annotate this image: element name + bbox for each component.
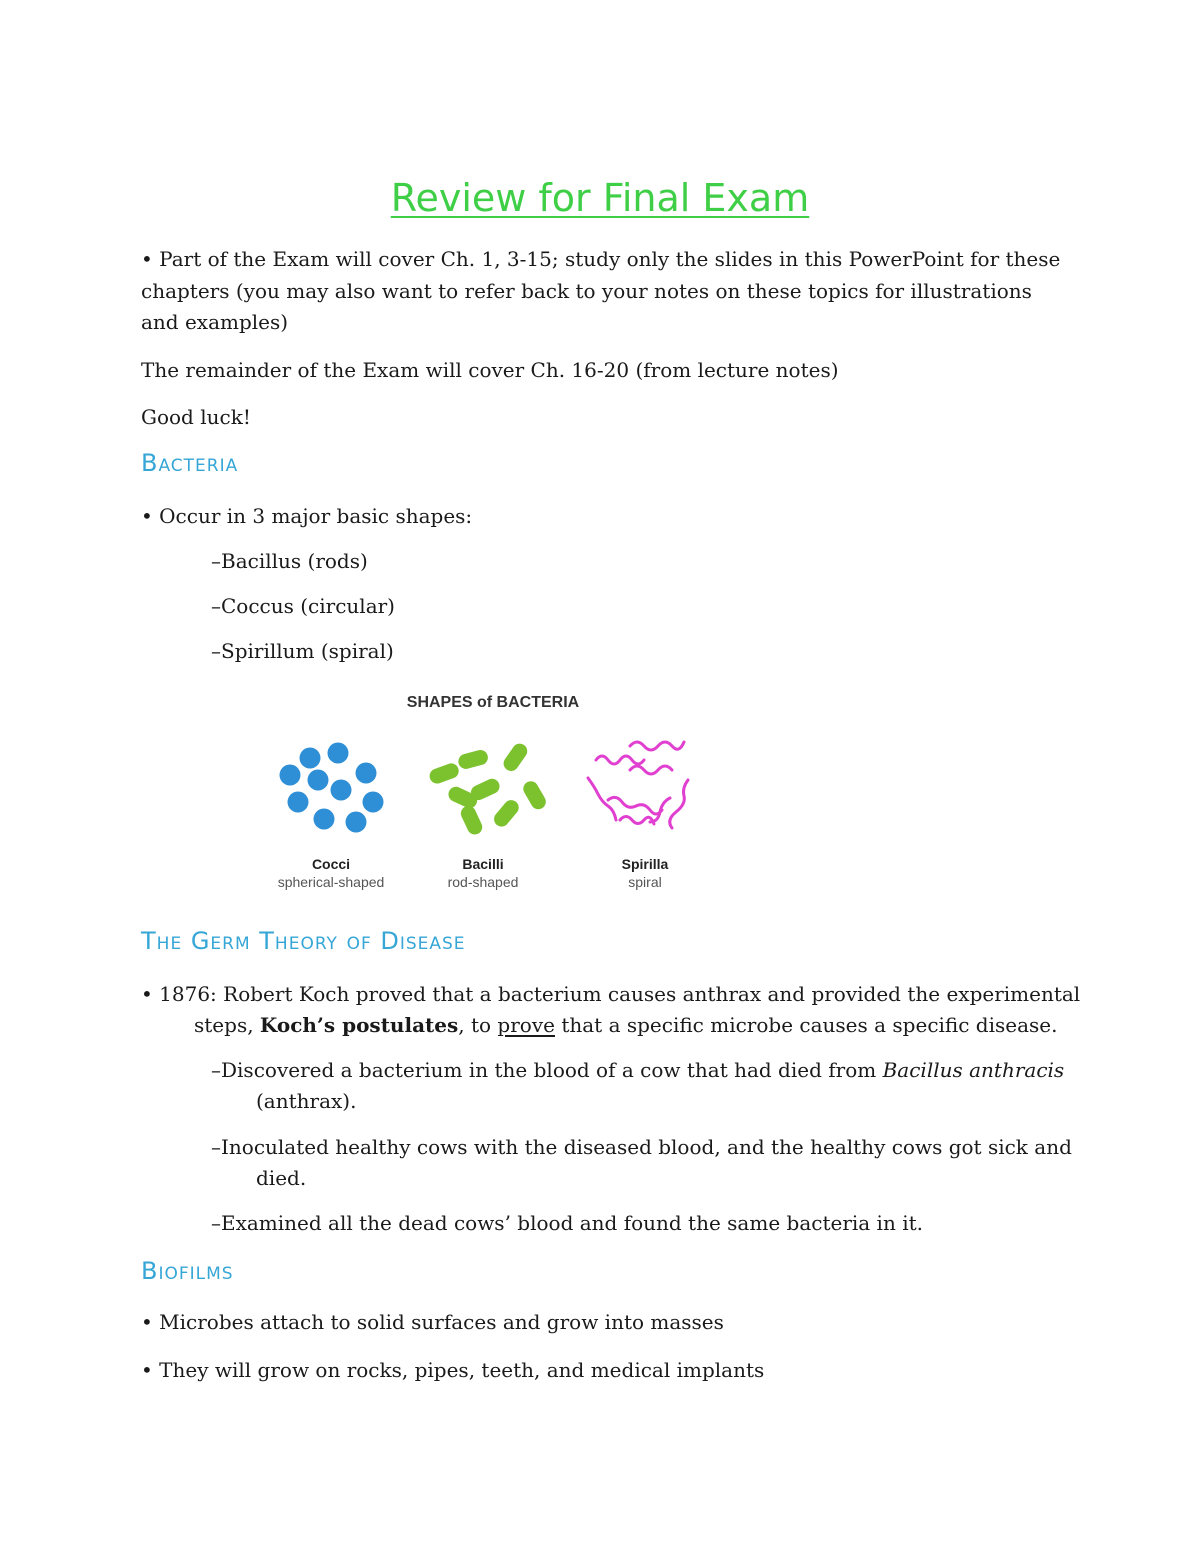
spirillum [630, 742, 684, 750]
germ-sub-1-line-2: (anthrax). [256, 1089, 357, 1113]
spirillum [650, 798, 670, 822]
coccus [314, 809, 335, 830]
bacillus [501, 741, 530, 774]
germ-sub-3: –Examined all the dead cows’ blood and found the same bacteria in it. [211, 1211, 923, 1235]
germ-text: that a specific microbe causes a specific disease. [554, 1013, 1058, 1037]
germ-text: steps, [194, 1013, 260, 1037]
bacilli-label: Bacilli [462, 856, 504, 872]
spirillum [630, 766, 672, 774]
biofilms-bullet-2: • They will grow on rocks, pipes, teeth, and medical implants [141, 1358, 765, 1382]
kochs-postulates: Koch’s postulates [259, 1013, 459, 1037]
bacteria-item-bacillus: –Bacillus (rods) [211, 549, 368, 573]
intro-line-1: • Part of the Exam will cover Ch. 1, 3-15; study only the slides in this PowerPoint for these [141, 247, 1061, 271]
cocci-description: spherical-shaped [277, 874, 385, 890]
heading-germ-theory: The Germ Theory of Disease [141, 927, 466, 955]
spirillum [670, 780, 688, 828]
bacteria-item-coccus: –Coccus (circular) [211, 594, 395, 618]
coccus [300, 748, 321, 769]
bacteria-bullet: • Occur in 3 major basic shapes: [141, 504, 473, 528]
cocci-drawing [280, 743, 384, 833]
heading-bacteria: Bacteria [141, 449, 239, 477]
coccus [331, 780, 352, 801]
bacilli-drawing [428, 741, 549, 837]
coccus [346, 812, 367, 833]
bacteria-shapes-figure [258, 690, 728, 900]
bacillus [491, 797, 522, 830]
bacillus [457, 748, 490, 770]
intro-line-3: and examples) [141, 310, 289, 334]
coccus [288, 792, 309, 813]
intro-paragraph-3: Good luck! [141, 405, 251, 429]
bacillus [521, 779, 549, 812]
germ-sub-2-line-1: –Inoculated healthy cows with the diseased blood, and the healthy cows got sick and [211, 1135, 1072, 1159]
heading-biofilms: Biofilms [141, 1257, 234, 1285]
bacillus [458, 803, 484, 837]
coccus [328, 743, 349, 764]
germ-sub-1-line-1 [211, 1055, 1064, 1086]
bacilli-description: rod-shaped [447, 874, 519, 890]
germ-text: , to [458, 1013, 498, 1037]
germ-bullet-line-1: • 1876: Robert Koch proved that a bacterium causes anthrax and provided the experimental [141, 982, 1081, 1006]
bacillus-anthracis: Bacillus anthracis [882, 1058, 1065, 1082]
intro-line-2: chapters (you may also want to refer back to your notes on these topics for illustrations [141, 279, 1032, 303]
spirillum [596, 756, 644, 764]
bacteria-shapes-drawing [258, 730, 728, 840]
coccus [363, 792, 384, 813]
bacteria-item-spirillum: –Spirillum (spiral) [211, 639, 394, 663]
spirilla-description: spiral [628, 874, 662, 890]
coccus [280, 765, 301, 786]
spirillum [608, 797, 662, 814]
page-title: Review for Final Exam [390, 176, 810, 220]
intro-paragraph-2: The remainder of the Exam will cover Ch. 16-20 (from lecture notes) [141, 358, 839, 382]
figure-title: SHAPES of BACTERIA [406, 694, 580, 711]
prove-underlined: prove [497, 1013, 555, 1037]
germ-bullet-line-2 [194, 1010, 1058, 1041]
coccus [356, 763, 377, 784]
germ-sub-2-line-2: died. [256, 1166, 307, 1190]
spirilla-label: Spirilla [621, 856, 669, 872]
cocci-label: Cocci [311, 856, 351, 872]
spirilla-drawing [588, 742, 688, 828]
bacillus [428, 761, 461, 785]
biofilms-bullet-1: • Microbes attach to solid surfaces and grow into masses [141, 1310, 724, 1334]
germ-sub-1-text: –Discovered a bacterium in the blood of a cow that had died from [211, 1058, 883, 1082]
coccus [308, 770, 329, 791]
